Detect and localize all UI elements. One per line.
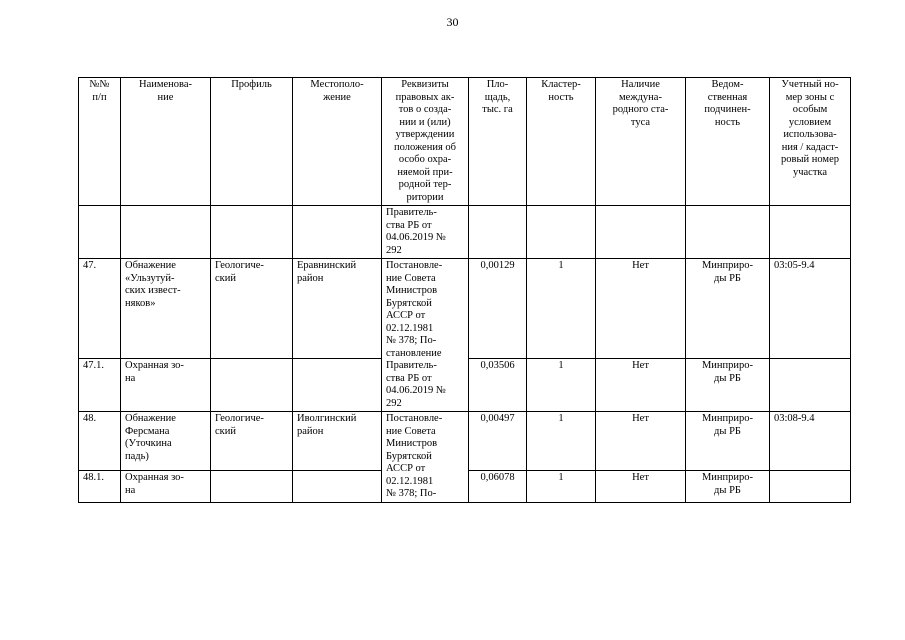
page-number: 30	[446, 15, 459, 29]
cell-area: 0,03506	[469, 359, 527, 412]
table-row	[79, 206, 851, 259]
cell-cluster: 1	[527, 359, 596, 412]
cell-registration-number: 03:08-9.4	[770, 412, 851, 471]
cell-name: Обнажение Ферсмана (Уточкина падь)	[121, 412, 211, 471]
cell-registration-number: 03:05-9.4	[770, 259, 851, 359]
header-location: Местополо- жение	[293, 78, 382, 206]
header-international-status: Наличие междуна- родного ста- туса	[596, 78, 686, 206]
protected-areas-table	[78, 77, 851, 503]
table-row	[79, 259, 851, 359]
cell-name: Обнажение «Ульзутуй- ских извест- няков»	[121, 259, 211, 359]
cell-legal-acts: Постановле- ние Совета Министров Бурятской АССР от 02.12.1981 № 378; По- становление Правитель- ства РБ от 04.06.2019 № 292	[382, 259, 469, 412]
cell-international-status: Нет	[596, 259, 686, 359]
cell-department: Минприро- ды РБ	[686, 412, 770, 471]
header-number: №№ п/п	[79, 78, 121, 206]
cell-cluster: 1	[527, 259, 596, 359]
cell-area: 0,00129	[469, 259, 527, 359]
table-header-row	[79, 78, 851, 206]
cell-profile: Геологиче- ский	[211, 259, 293, 359]
cell-number: 47.	[79, 259, 121, 359]
cell-number: 47.1.	[79, 359, 121, 412]
cell-number: 48.1.	[79, 471, 121, 502]
header-cluster: Кластер- ность	[527, 78, 596, 206]
cell-cluster: 1	[527, 471, 596, 502]
cell-department: Минприро- ды РБ	[686, 471, 770, 502]
cell-legal-acts: Постановле- ние Совета Министров Бурятской АССР от 02.12.1981 № 378; По-	[382, 412, 469, 503]
cell-cluster: 1	[527, 412, 596, 471]
cell-international-status: Нет	[596, 471, 686, 502]
cell-area: 0,06078	[469, 471, 527, 502]
cell-number: 48.	[79, 412, 121, 471]
cell-name: Охранная зо- на	[121, 359, 211, 412]
cell-international-status: Нет	[596, 412, 686, 471]
cell-profile: Геологиче- ский	[211, 412, 293, 471]
header-legal-acts: Реквизиты правовых ак- тов о созда- нии и (или) утверждении положения об особо охра- няемой при- родной тер- ритории	[382, 78, 469, 206]
header-profile: Профиль	[211, 78, 293, 206]
cell-location: Иволгинский район	[293, 412, 382, 471]
cell-location: Еравнинский район	[293, 259, 382, 359]
cell-international-status: Нет	[596, 359, 686, 412]
cell-area: 0,00497	[469, 412, 527, 471]
cell-legal-acts: Правитель- ства РБ от 04.06.2019 № 292	[382, 206, 469, 259]
table-row	[79, 412, 851, 471]
cell-department: Минприро- ды РБ	[686, 259, 770, 359]
header-name: Наименова- ние	[121, 78, 211, 206]
header-registration-number: Учетный но- мер зоны с особым условием использова- ния / кадаст- ровый номер участка	[770, 78, 851, 206]
cell-department: Минприро- ды РБ	[686, 359, 770, 412]
header-area: Пло- щадь, тыс. га	[469, 78, 527, 206]
cell-name: Охранная зо- на	[121, 471, 211, 502]
header-department: Ведом- ственная подчинен- ность	[686, 78, 770, 206]
